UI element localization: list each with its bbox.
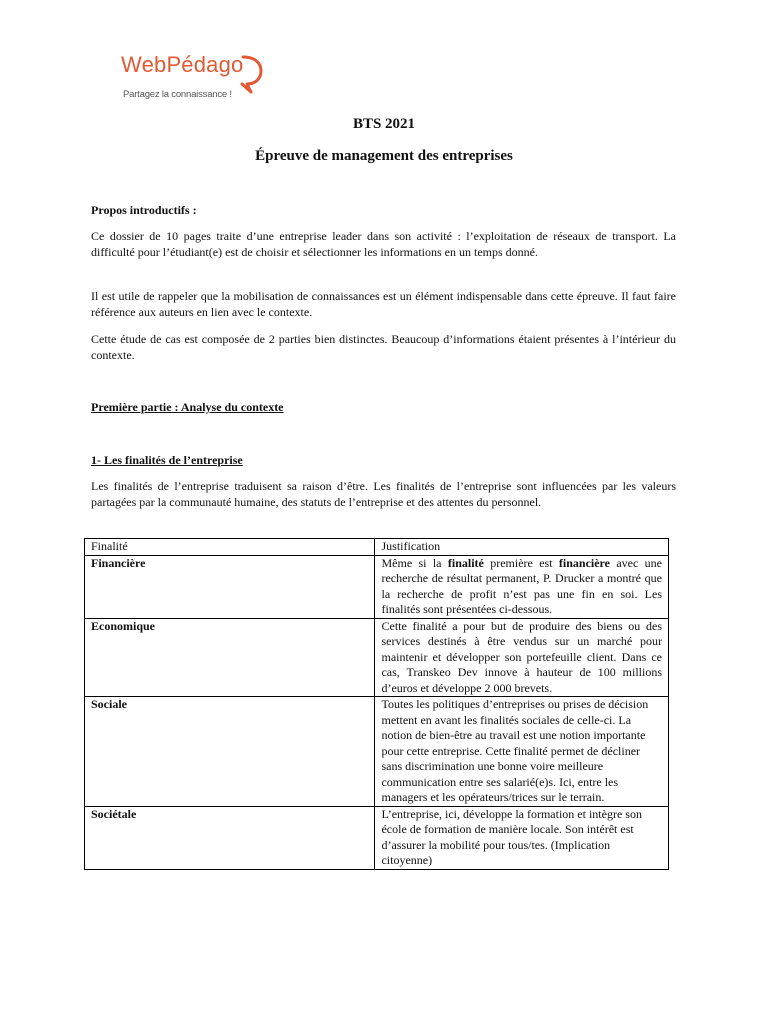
justification-bold: finalité [447, 555, 484, 570]
finalites-table [84, 538, 669, 870]
row-justification: Toutes les politiques d’entreprises ou prises de décision mettent en avant les finalités sociales de celle-ci. La notion de bien-être au travail est une notion importante pour cette entreprise. Cette finalité permet de décliner sans discrimination une bonne voire meilleure communication entre ses salarié(e)s. Ici, entre les managers et les opérateurs/trices sur le terrain. [375, 697, 669, 807]
row-justification: Cette finalité a pour but de produire des biens ou des services destinés à être vendus sur un marché pour maintenir et développer son portefeuille client. Dans ce cas, Transkeo Dev innove à hauteur de 100 millions d’euros et développe 2 000 brevets. [375, 618, 669, 697]
table-row [85, 555, 669, 618]
row-label-societale: Sociétale [85, 806, 375, 869]
webpedago-logo [121, 52, 271, 102]
speech-bubble-icon [239, 54, 265, 94]
table-row [85, 806, 669, 869]
table-header-finalite: Finalité [85, 539, 375, 556]
intro-paragraph-2: Il est utile de rappeler que la mobilisation de connaissances est un élément indispensable dans cette épreuve. Il faut faire référence aux auteurs en lien avec le contexte. [91, 289, 676, 319]
justification-text: avec une recherche de résultat permanent, P. Drucker a montré que la recherche de profit n’est pas une fin en soi. Les finalités sont présentées ci-dessous. [381, 555, 663, 616]
section1-heading: 1- Les finalités de l’entreprise [91, 453, 243, 467]
justification-text: première est [483, 555, 559, 570]
justification-text: Même si la [381, 555, 448, 570]
table-header-justification: Justification [375, 539, 669, 556]
row-justification: L’entreprise, ici, développe la formation et intègre son école de formation de manière locale. Son intérêt est d’assurer la mobilité pour tous/tes. (Implication citoyenne) [375, 806, 669, 869]
document-title: BTS 2021 [352, 116, 416, 132]
row-label-sociale: Sociale [85, 697, 375, 807]
section1-paragraph: Les finalités de l’entreprise traduisent sa raison d’être. Les finalités de l’entreprise sont influencées par les valeurs partagées par la communauté humaine, des statuts de l’entreprise et des attentes du personnel. [91, 479, 676, 509]
row-label-financiere: Financière [85, 555, 375, 618]
part1-heading: Première partie : Analyse du contexte [91, 400, 284, 414]
table-row [85, 697, 669, 807]
justification-bold: financière [558, 555, 610, 570]
table-header-row [85, 539, 669, 556]
intro-heading: Propos introductifs : [91, 203, 197, 217]
row-label-economique: Economique [85, 618, 375, 697]
row-justification [375, 555, 669, 618]
intro-paragraph-1: Ce dossier de 10 pages traite d’une entreprise leader dans son activité : l’exploitation de réseaux de transport. La difficulté pour l’étudiant(e) est de choisir et sélectionner les informations en un temps donné. [91, 229, 676, 259]
table-row [85, 618, 669, 697]
logo-tagline: Partagez la connaissance ! [123, 89, 232, 100]
document-subtitle: Épreuve de management des entreprises [255, 148, 513, 164]
intro-paragraph-3: Cette étude de cas est composée de 2 parties bien distinctes. Beaucoup d’informations étaient présentes à l’intérieur du contexte. [91, 332, 676, 362]
logo-wordmark: WebPédago [121, 52, 244, 77]
